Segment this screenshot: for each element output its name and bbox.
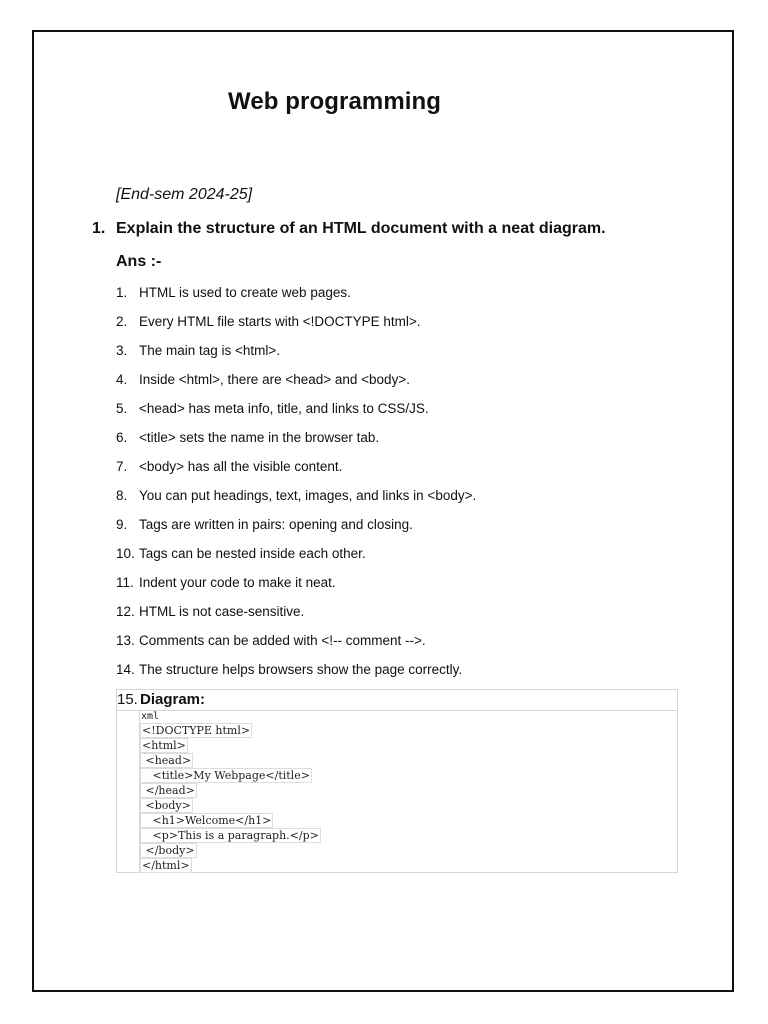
code-language-label: xml: [141, 711, 160, 722]
item-text: Tags are written in pairs: opening and closing.: [139, 517, 413, 532]
item-number: 11.: [116, 575, 134, 590]
code-line: [140, 783, 677, 798]
answer-list: [116, 284, 476, 690]
code-line: [140, 813, 677, 828]
code-line-text: <html>: [142, 739, 186, 752]
code-line: [140, 843, 677, 858]
code-block: [139, 711, 677, 872]
code-line-text: </body>: [142, 844, 195, 857]
item-text: <head> has meta info, title, and links to CSS/JS.: [139, 401, 429, 416]
code-line: [140, 768, 677, 783]
code-line: [140, 738, 677, 753]
item-number: 6.: [116, 430, 128, 445]
question-number: 1.: [92, 220, 106, 237]
diagram-heading: [117, 690, 677, 711]
item-number: 12.: [116, 604, 135, 619]
question-1: [92, 220, 606, 238]
item-number: 7.: [116, 459, 128, 474]
item-text: Indent your code to make it neat.: [139, 575, 336, 590]
item-number: 9.: [116, 517, 128, 532]
item-text: HTML is not case-sensitive.: [139, 604, 305, 619]
list-item: [116, 313, 476, 342]
item-text: You can put headings, text, images, and links in <body>.: [139, 488, 477, 503]
list-item: [116, 574, 476, 603]
code-line: [140, 858, 677, 873]
diagram-table: [116, 689, 678, 873]
code-line-text: <!DOCTYPE html>: [142, 724, 251, 737]
question-text: Explain the structure of an HTML document with a neat diagram.: [116, 220, 606, 237]
exam-tag: [End-sem 2024-25]: [116, 186, 253, 203]
code-line: [140, 828, 677, 843]
list-item: [116, 458, 476, 487]
code-line-text: <body>: [142, 799, 191, 812]
item-number: 3.: [116, 343, 128, 358]
item-text: <body> has all the visible content.: [139, 459, 343, 474]
code-line-text: <p>This is a paragraph.</p>: [142, 829, 319, 842]
item-text: The structure helps browsers show the page correctly.: [139, 662, 463, 677]
list-item: [116, 661, 476, 690]
list-item: [116, 342, 476, 371]
item-number: 15.: [117, 691, 138, 708]
item-number: 4.: [116, 372, 128, 387]
list-item: [116, 516, 476, 545]
item-number: 14.: [116, 662, 135, 677]
item-text: Tags can be nested inside each other.: [139, 546, 366, 561]
code-line-text: <title>My Webpage</title>: [142, 769, 310, 782]
item-text: HTML is used to create web pages.: [139, 285, 351, 300]
code-line-text: </head>: [142, 784, 195, 797]
list-item: [116, 429, 476, 458]
item-number: 13.: [116, 633, 135, 648]
item-text: Every HTML file starts with <!DOCTYPE html>.: [139, 314, 421, 329]
code-line-text: <h1>Welcome</h1>: [142, 814, 272, 827]
list-item: [116, 400, 476, 429]
item-text: <title> sets the name in the browser tab.: [139, 430, 380, 445]
item-number: 1.: [116, 285, 128, 300]
code-line: [140, 723, 677, 738]
code-line-text: <head>: [142, 754, 192, 767]
answer-label: Ans :-: [116, 253, 162, 270]
list-item: [116, 603, 476, 632]
list-item: [116, 545, 476, 574]
code-line: [140, 798, 677, 813]
item-text: The main tag is <html>.: [139, 343, 281, 358]
item-number: 2.: [116, 314, 128, 329]
item-number: 10.: [116, 546, 135, 561]
list-item: [116, 632, 476, 661]
document-title: Web programming: [228, 88, 442, 115]
item-text: Comments can be added with <!-- comment -->.: [139, 633, 426, 648]
list-item: [116, 284, 476, 313]
list-item: [116, 487, 476, 516]
code-line: [140, 753, 677, 768]
item-number: 5.: [116, 401, 128, 416]
code-line-text: </html>: [142, 859, 190, 872]
list-item: [116, 371, 476, 400]
item-number: 8.: [116, 488, 128, 503]
diagram-label: Diagram:: [140, 691, 206, 708]
item-text: Inside <html>, there are <head> and <body>.: [139, 372, 410, 387]
